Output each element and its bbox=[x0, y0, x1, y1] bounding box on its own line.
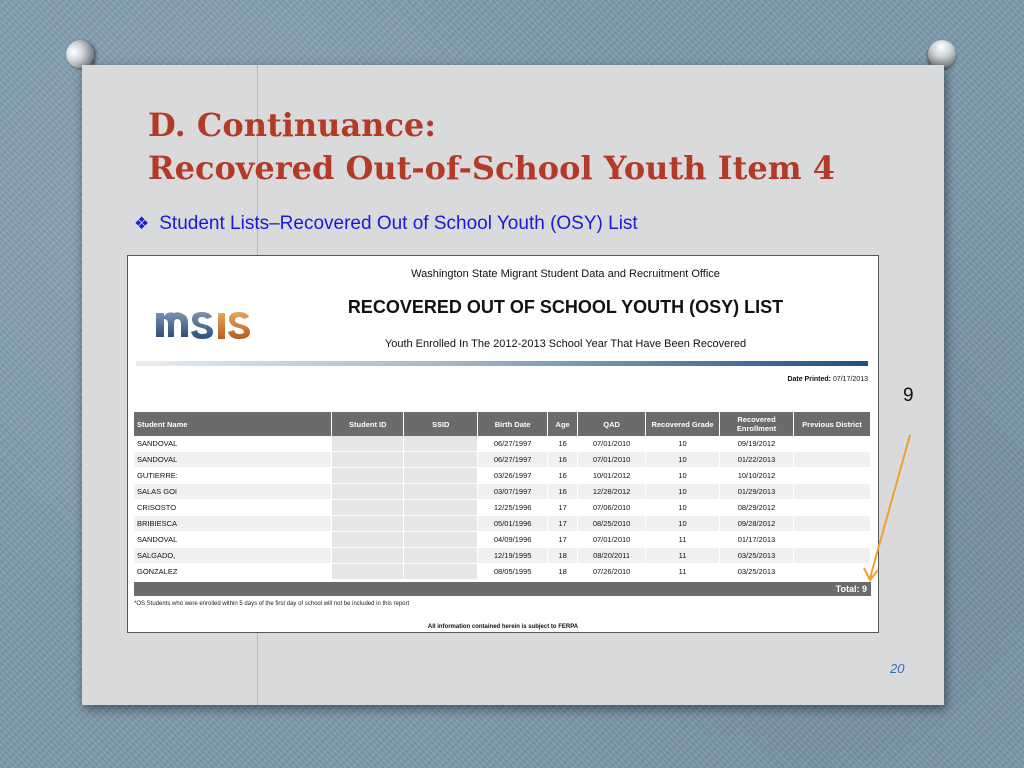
cell-age: 16 bbox=[548, 452, 578, 468]
slide-title bbox=[148, 104, 835, 190]
cell-age: 17 bbox=[548, 532, 578, 548]
cell-student-name: CRISOSTO bbox=[134, 500, 332, 516]
cell-student-name: BRIBIESCA bbox=[134, 516, 332, 532]
cell-previous-district bbox=[793, 564, 870, 580]
cell-age: 16 bbox=[548, 484, 578, 500]
cell-previous-district bbox=[793, 436, 870, 452]
cell-qad: 07/06/2010 bbox=[578, 500, 646, 516]
cell-ssid bbox=[404, 500, 478, 516]
table-row bbox=[134, 532, 871, 548]
report-subtitle: Youth Enrolled In The 2012-2013 School Year That Have Been Recovered bbox=[384, 338, 747, 350]
cell-previous-district bbox=[793, 532, 870, 548]
cell-ssid bbox=[404, 516, 478, 532]
cell-birth-date: 08/05/1995 bbox=[478, 564, 548, 580]
cell-student-name: SANDOVAL bbox=[134, 452, 332, 468]
page-number: 20 bbox=[890, 661, 905, 676]
cell-student-id bbox=[332, 564, 404, 580]
cell-student-id bbox=[332, 532, 404, 548]
cell-qad: 07/01/2010 bbox=[578, 452, 646, 468]
cell-previous-district bbox=[793, 484, 870, 500]
cell-recovered-grade: 10 bbox=[646, 500, 720, 516]
cell-recovered-grade: 10 bbox=[646, 516, 720, 532]
cell-qad: 08/25/2010 bbox=[578, 516, 646, 532]
slide-title-line2: Recovered Out-of-School Youth Item 4 bbox=[148, 149, 835, 187]
callout-number: 9 bbox=[903, 385, 914, 406]
table-row bbox=[134, 516, 871, 532]
cell-age: 18 bbox=[548, 548, 578, 564]
cell-previous-district bbox=[793, 548, 870, 564]
cell-birth-date: 03/26/1997 bbox=[478, 468, 548, 484]
column-header: QAD bbox=[578, 412, 646, 436]
cell-age: 18 bbox=[548, 564, 578, 580]
table-row bbox=[134, 564, 871, 580]
cell-qad: 10/01/2012 bbox=[578, 468, 646, 484]
cell-qad: 07/01/2010 bbox=[578, 436, 646, 452]
slide-title-line1: D. Continuance: bbox=[148, 106, 437, 144]
cell-recovered-enrollment: 01/22/2013 bbox=[720, 452, 794, 468]
table-row bbox=[134, 548, 871, 564]
cell-student-name: SALAS GOI bbox=[134, 484, 332, 500]
osy-report bbox=[127, 255, 879, 633]
cell-age: 16 bbox=[548, 468, 578, 484]
column-header: Previous District bbox=[793, 412, 870, 436]
cell-birth-date: 05/01/1996 bbox=[478, 516, 548, 532]
cell-ssid bbox=[404, 532, 478, 548]
table-header-row bbox=[134, 412, 871, 436]
cell-previous-district bbox=[793, 516, 870, 532]
cell-student-id bbox=[332, 500, 404, 516]
cell-recovered-enrollment: 09/19/2012 bbox=[720, 436, 794, 452]
cell-student-name: GUTIERRE: bbox=[134, 468, 332, 484]
cell-age: 16 bbox=[548, 436, 578, 452]
cell-recovered-enrollment: 08/29/2012 bbox=[720, 500, 794, 516]
cell-birth-date: 06/27/1997 bbox=[478, 452, 548, 468]
table-row bbox=[134, 500, 871, 516]
cell-recovered-enrollment: 03/25/2013 bbox=[720, 564, 794, 580]
cell-student-id bbox=[332, 548, 404, 564]
cell-birth-date: 12/25/1996 bbox=[478, 500, 548, 516]
cell-recovered-grade: 11 bbox=[646, 548, 720, 564]
cell-age: 17 bbox=[548, 500, 578, 516]
cell-recovered-grade: 10 bbox=[646, 468, 720, 484]
cell-recovered-grade: 11 bbox=[646, 532, 720, 548]
total-bar: Total: 9 bbox=[134, 582, 871, 596]
report-title: RECOVERED OUT OF SCHOOL YOUTH (OSY) LIST bbox=[347, 297, 784, 317]
bullet-text: Student Lists–Recovered Out of School Youth (OSY) List bbox=[159, 213, 638, 234]
cell-previous-district bbox=[793, 500, 870, 516]
cell-previous-district bbox=[793, 468, 870, 484]
cell-student-id bbox=[332, 452, 404, 468]
cell-student-name: SANDOVAL bbox=[134, 532, 332, 548]
cell-recovered-enrollment: 01/17/2013 bbox=[720, 532, 794, 548]
report-org: Washington State Migrant Student Data and Recruitment Office bbox=[411, 268, 720, 280]
report-footnote: *OS Students who were enrolled within 5 days of the first day of school will not be included in this report bbox=[134, 601, 410, 607]
date-printed-label: Date Printed: bbox=[787, 376, 831, 383]
column-header: Student Name bbox=[134, 412, 332, 436]
cell-qad: 08/20/2011 bbox=[578, 548, 646, 564]
arrow-icon bbox=[860, 430, 920, 590]
cell-ssid bbox=[404, 564, 478, 580]
cell-age: 17 bbox=[548, 516, 578, 532]
date-printed-value: 07/17/2013 bbox=[832, 376, 868, 383]
table-row bbox=[134, 484, 871, 500]
cell-student-name: GONZALEZ bbox=[134, 564, 332, 580]
cell-student-id bbox=[332, 516, 404, 532]
cell-student-id bbox=[332, 468, 404, 484]
cell-previous-district bbox=[793, 452, 870, 468]
cell-birth-date: 06/27/1997 bbox=[478, 436, 548, 452]
cell-birth-date: 03/07/1997 bbox=[478, 484, 548, 500]
table-row bbox=[134, 436, 871, 452]
cell-ssid bbox=[404, 484, 478, 500]
cell-student-id bbox=[332, 436, 404, 452]
column-header: Recovered Grade bbox=[646, 412, 720, 436]
cell-recovered-grade: 11 bbox=[646, 564, 720, 580]
cell-ssid bbox=[404, 452, 478, 468]
cell-student-name: SANDOVAL bbox=[134, 436, 332, 452]
column-header: SSID bbox=[404, 412, 478, 436]
table-row bbox=[134, 468, 871, 484]
cell-recovered-enrollment: 03/25/2013 bbox=[720, 548, 794, 564]
bullet-item bbox=[134, 210, 638, 238]
cell-birth-date: 12/19/1995 bbox=[478, 548, 548, 564]
cell-student-name: SALGADO, bbox=[134, 548, 332, 564]
cell-ssid bbox=[404, 436, 478, 452]
ferpa-notice: All information contained herein is subject to FERPA bbox=[427, 624, 579, 630]
cell-ssid bbox=[404, 548, 478, 564]
cell-recovered-grade: 10 bbox=[646, 436, 720, 452]
cell-recovered-enrollment: 09/28/2012 bbox=[720, 516, 794, 532]
cell-birth-date: 04/09/1996 bbox=[478, 532, 548, 548]
cell-recovered-enrollment: 01/29/2013 bbox=[720, 484, 794, 500]
osy-table bbox=[134, 412, 871, 580]
table-row bbox=[134, 452, 871, 468]
column-header: Age bbox=[548, 412, 578, 436]
cell-recovered-grade: 10 bbox=[646, 452, 720, 468]
date-printed bbox=[787, 376, 868, 383]
cell-qad: 07/26/2010 bbox=[578, 564, 646, 580]
cell-qad: 12/28/2012 bbox=[578, 484, 646, 500]
cell-recovered-enrollment: 10/10/2012 bbox=[720, 468, 794, 484]
cell-ssid bbox=[404, 468, 478, 484]
column-header: Birth Date bbox=[478, 412, 548, 436]
header-rule bbox=[136, 361, 868, 366]
diamond-bullet-icon: ❖ bbox=[134, 214, 150, 233]
cell-qad: 07/01/2010 bbox=[578, 532, 646, 548]
cell-student-id bbox=[332, 484, 404, 500]
column-header: Student ID bbox=[332, 412, 404, 436]
cell-recovered-grade: 10 bbox=[646, 484, 720, 500]
column-header: Recovered Enrollment bbox=[720, 412, 794, 436]
